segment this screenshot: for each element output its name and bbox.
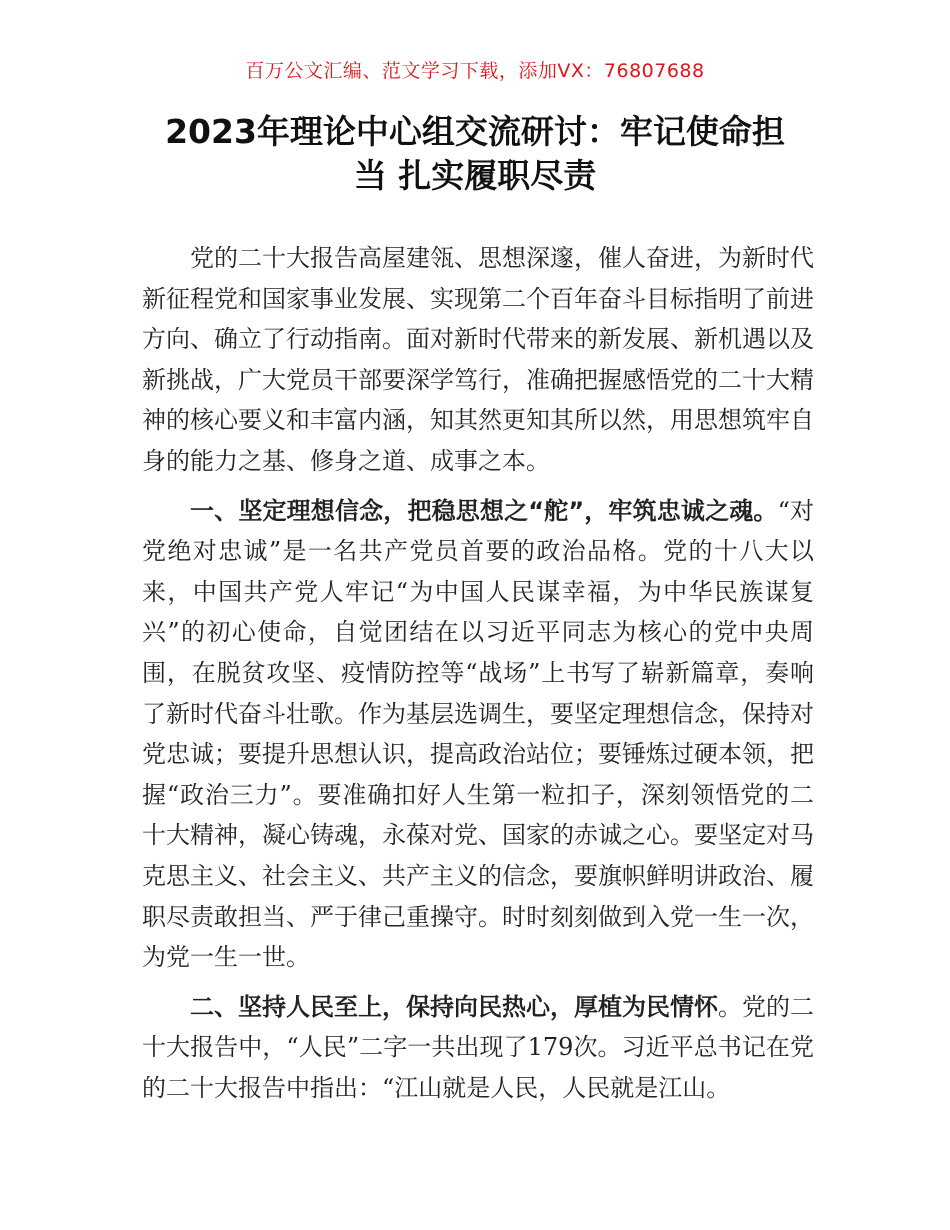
paragraph-text: 。党的二十大报告中，“人民”二字一共出现了179次。习近平总书记在党的二十大报告中指出：“江山就是人民，人民就是江山。 (142, 992, 814, 1102)
paragraph-section-1 (142, 491, 814, 978)
watermark-header-note: 百万公文汇编、范文学习下载，添加VX：76807688 (245, 60, 705, 82)
paragraph-intro (142, 238, 814, 482)
paragraph-text: 党的二十大报告高屋建瓴、思想深邃，催人奋进，为新时代新征程党和国家事业发展、实现第二个百年奋斗目标指明了前进方向、确立了行动指南。面对新时代带来的新发展、新机遇以及新挑战，广大党员干部要深学笃行，准确把握感悟党的二十大精神的核心要义和丰富内涵，知其然更知其所以然，用思想筑牢自身的能力之基、修身之道、成事之本。 (142, 244, 814, 475)
document-title (120, 110, 830, 198)
paragraph-section-2 (142, 987, 814, 1109)
document-body (142, 238, 814, 1108)
section-heading: 二、坚持人民至上，保持向民热心，厚植为民情怀 (190, 992, 718, 1021)
paragraph-text: “对党绝对忠诚”是一名共产党员首要的政治品格。党的十八大以来，中国共产党人牢记“为中国人民谋幸福，为中华民族谋复兴”的初心使命，自觉团结在以习近平同志为核心的党中央周围，在脱贫攻坚、疫情防控等“战场”上书写了崭新篇章，奏响了新时代奋斗壮歌。作为基层选调生，要坚定理想信念，保持对党忠诚；要提升思想认识，提高政治站位；要锤炼过硬本领，把握“政治三力”。要准确扣好人生第一粒扣子，深刻领悟党的二十大精神，凝心铸魂，永葆对党、国家的赤诚之心。要坚定对马克思主义、社会主义、共产主义的信念，要旗帜鲜明讲政治、履职尽责敢担当、严于律己重操守。时时刻刻做到入党一生一次，为党一生一世。 (142, 496, 814, 972)
title-line-2: 当 扎实履职尽责 (353, 156, 597, 195)
title-line-1: 2023年理论中心组交流研讨：牢记使命担 (165, 112, 785, 151)
section-heading: 一、坚定理想信念，把稳思想之“舵”，牢筑忠诚之魂。 (190, 496, 778, 525)
